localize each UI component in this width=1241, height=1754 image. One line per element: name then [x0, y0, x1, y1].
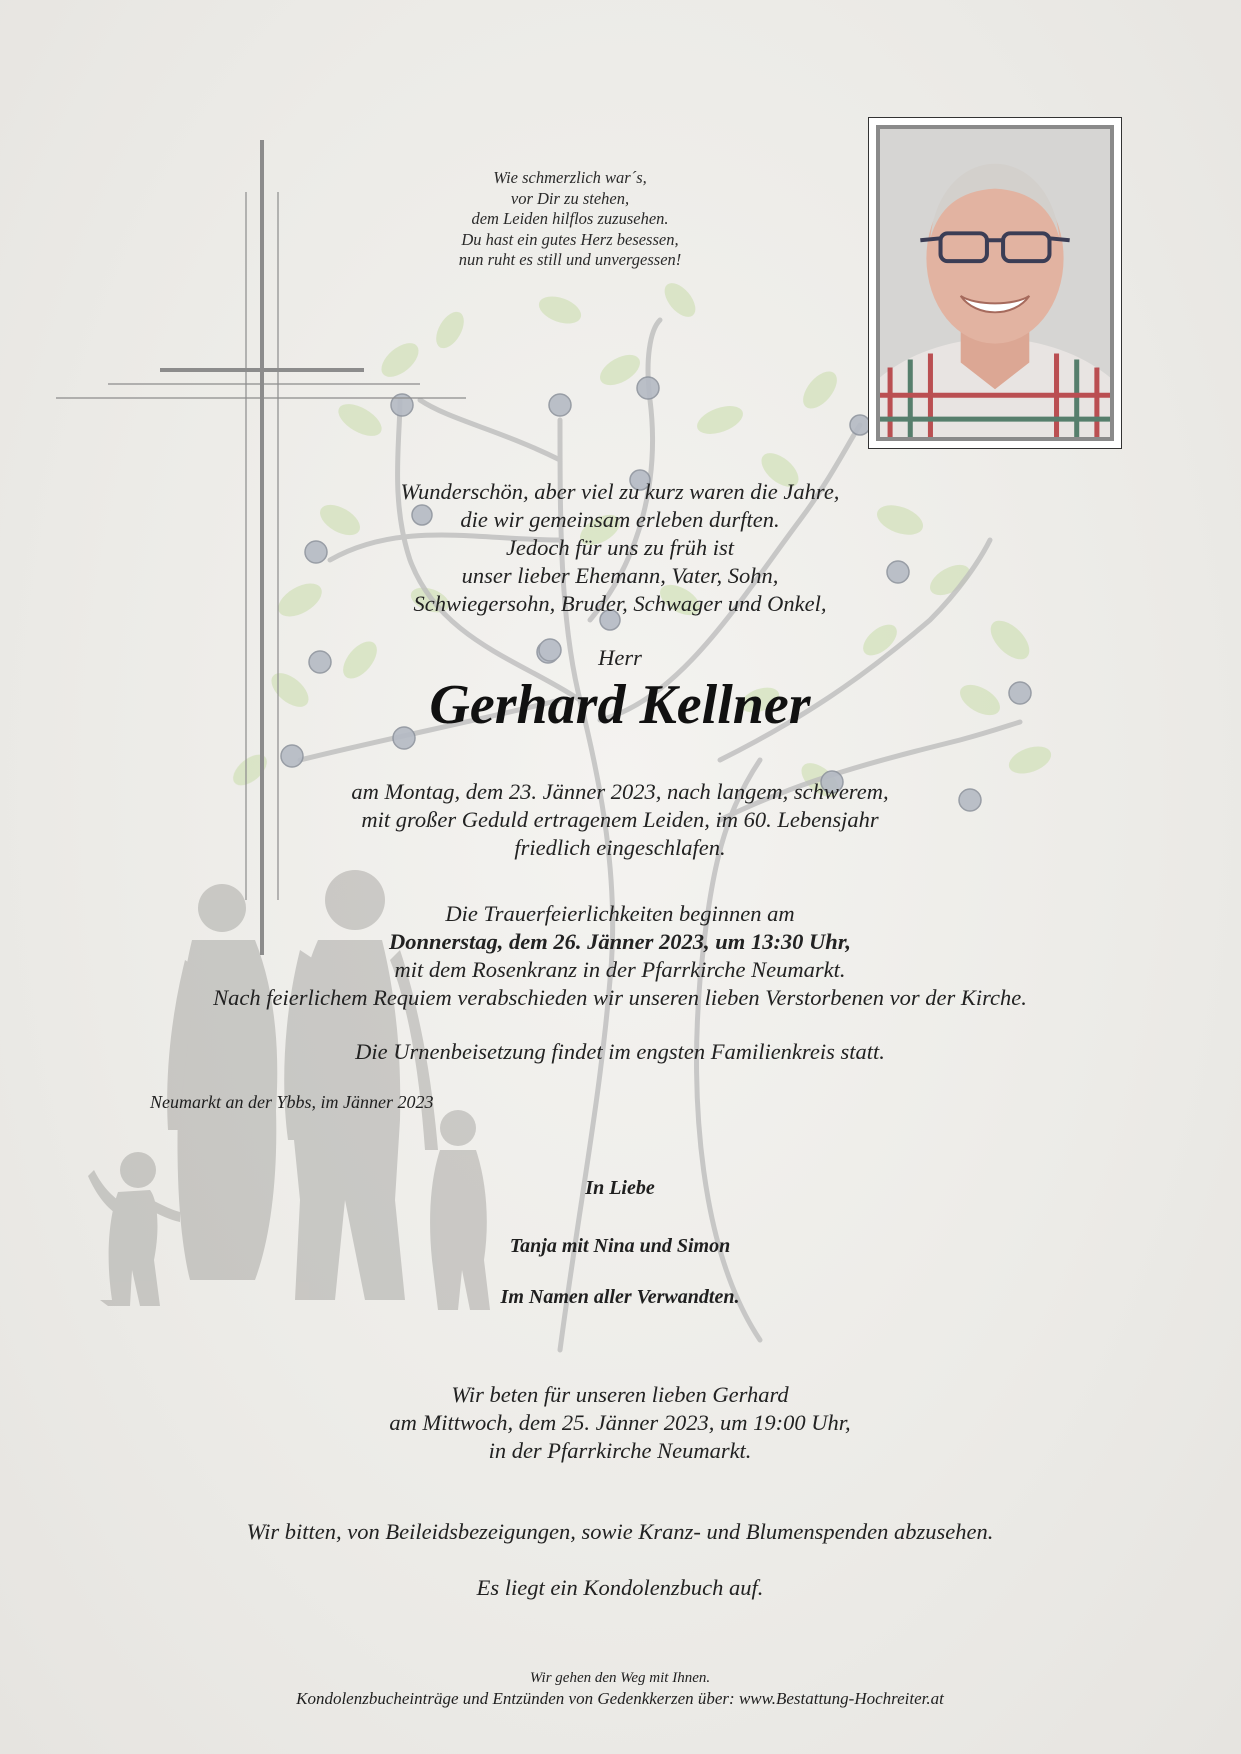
verse-line: Wie schmerzlich war´s,	[493, 168, 647, 187]
mourners-relatives: Im Namen aller Verwandten.	[500, 1286, 740, 1308]
footer-tagline: Wir gehen den Weg mit Ihnen.	[529, 1670, 711, 1686]
death-notice-line: friedlich eingeschlafen.	[514, 835, 726, 860]
condolence-book-note: Es liegt ein Kondolenzbuch auf.	[476, 1575, 764, 1600]
salutation: Herr	[598, 645, 642, 670]
funeral-rosary: mit dem Rosenkranz in der Pfarrkirche Neumarkt.	[394, 957, 846, 982]
deceased-name: Gerhard Kellner	[429, 674, 811, 736]
mourners-family: Tanja mit Nina und Simon	[509, 1235, 731, 1257]
portrait-image	[880, 129, 1110, 437]
funeral-intro: Die Trauerfeierlichkeiten beginnen am	[445, 901, 795, 926]
intro-line: die wir gemeinsam erleben durften.	[460, 507, 780, 532]
prayer-line: in der Pfarrkirche Neumarkt.	[488, 1438, 752, 1463]
prayer-line: Wir beten für unseren lieben Gerhard	[451, 1382, 789, 1407]
intro-line: Wunderschön, aber viel zu kurz waren die Jahre,	[400, 479, 840, 504]
in-love-label: In Liebe	[585, 1177, 655, 1199]
funeral-block	[120, 900, 1120, 1012]
funeral-requiem: Nach feierlichem Requiem verabschieden wir unseren lieben Verstorbenen vor der Kirche.	[213, 985, 1027, 1010]
intro-line: Schwiegersohn, Bruder, Schwager und Onkel,	[413, 591, 827, 616]
intro-block	[320, 478, 920, 618]
verse-line: dem Leiden hilflos zuzusehen.	[471, 209, 669, 228]
intro-line: unser lieber Ehemann, Vater, Sohn,	[461, 563, 779, 588]
urn-burial-notice: Die Urnenbeisetzung findet im engsten Familienkreis statt.	[355, 1039, 885, 1064]
verse-line: Du hast ein gutes Herz besessen,	[461, 229, 679, 249]
prayer-line: am Mittwoch, dem 25. Jänner 2023, um 19:00 Uhr,	[389, 1410, 851, 1435]
death-notice-line: am Montag, dem 23. Jänner 2023, nach langem, schwerem,	[351, 779, 889, 804]
death-notice-block	[270, 778, 970, 862]
verse-line: nun ruht es still und unvergessen!	[458, 250, 682, 269]
prayer-block	[320, 1381, 920, 1465]
portrait-photo-frame	[868, 117, 1122, 449]
death-notice-line: mit großer Geduld ertragenem Leiden, im 60. Lebensjahr	[361, 807, 879, 832]
intro-line: Jedoch für uns zu früh ist	[505, 535, 735, 560]
verse-block	[420, 168, 720, 271]
funeral-date: Donnerstag, dem 26. Jänner 2023, um 13:30 Uhr,	[389, 929, 851, 954]
place-date: Neumarkt an der Ybbs, im Jänner 2023	[150, 1092, 434, 1112]
footer-website-note: Kondolenzbucheinträge und Entzünden von Gedenkkerzen über: www.Bestattung-Hochreiter.at	[296, 1689, 944, 1708]
portrait-photo	[876, 125, 1114, 441]
verse-line: vor Dir zu stehen,	[510, 188, 630, 208]
condolence-request: Wir bitten, von Beileidsbezeigungen, sowie Kranz- und Blumenspenden abzusehen.	[246, 1519, 994, 1544]
